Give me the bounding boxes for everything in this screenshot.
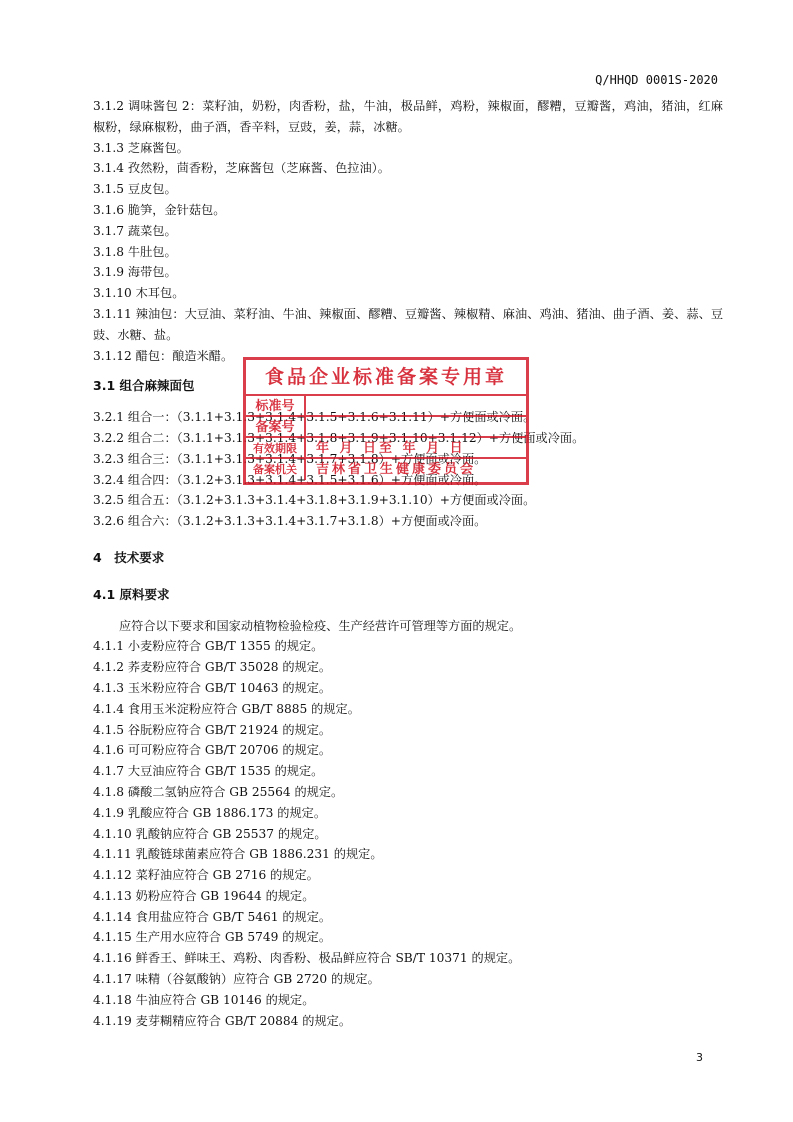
item-number: 3.1.3 — [93, 140, 125, 155]
item-text: 海带包。 — [127, 265, 177, 280]
stamp-row-standard-number — [246, 396, 526, 417]
list-item-4-1-16: 4.1.16 鲜香王、鲜味王、鸡粉、肉香粉、极品鲜应符合 SB/T 10371 的规定。 — [93, 951, 521, 966]
list-item-3-2-5: 3.2.5 组合五：（3.1.2+3.1.3+3.1.4+3.1.8+3.1.9+3.1.10）+方便面或冷面。 — [93, 493, 536, 508]
list-item-4-1-1: 4.1.1 小麦粉应符合 GB/T 1355 的规定。 — [93, 639, 324, 654]
item-number: 3.1.12 — [93, 348, 132, 363]
filing-seal-stamp — [243, 357, 529, 485]
list-item-4-1-6: 4.1.6 可可粉应符合 GB/T 20706 的规定。 — [93, 743, 332, 758]
list-item-3-2-3: 3.2.3 组合三：（3.1.1+3.1.3+3.1.4+3.1.7+3.1.8）+方便面或冷面。 — [93, 451, 487, 466]
stamp-row-label: 标准号 — [246, 396, 306, 415]
section-heading-technical-requirements: 4 技术要求 — [93, 549, 165, 565]
list-item-4-1-19: 4.1.19 麦芽糊精应符合 GB/T 20884 的规定。 — [93, 1013, 352, 1028]
list-item-3-1-3 — [93, 138, 723, 159]
item-number: 3.1.8 — [93, 244, 125, 259]
list-item-3-1-11 — [93, 304, 723, 346]
item-number: 3.1.9 — [93, 265, 125, 280]
list-item-4-1-3: 4.1.3 玉米粉应符合 GB/T 10463 的规定。 — [93, 680, 332, 695]
item-text-continued: 酒、姜、蒜、豆豉、水糖、盐。 — [93, 306, 724, 342]
list-item-4-1-10: 4.1.10 乳酸钠应符合 GB 25537 的规定。 — [93, 826, 327, 841]
stamp-row-value: 吉林省卫生健康委员会 — [316, 462, 477, 477]
list-item-4-1-9: 4.1.9 乳酸应符合 GB 1886.173 的规定。 — [93, 805, 327, 820]
item-text: 牛肚包。 — [127, 244, 177, 259]
list-item-3-1-5 — [93, 179, 723, 200]
stamp-row-value: 年 月 日至 年 月 日 — [316, 441, 466, 456]
stamp-row-value — [306, 396, 526, 415]
item-number: 3.1.6 — [93, 202, 125, 217]
item-number: 3.1.7 — [93, 223, 125, 238]
item-text: 调味酱包 2：菜籽油，奶粉，肉香粉，盐，牛油，极品鲜，鸡粉，辣椒面，醪糟，豆瓣酱，鸡油， — [128, 99, 662, 113]
list-item-3-2-2: 3.2.2 组合二：（3.1.1+3.1.3+3.1.4+3.1.8+3.1.9+3.1.10+3.1.12）+方便面或冷面。 — [93, 430, 585, 445]
list-item-4-1-5: 4.1.5 谷朊粉应符合 GB/T 21924 的规定。 — [93, 722, 332, 737]
list-item-3-1-10 — [93, 283, 723, 304]
list-item-4-1-4: 4.1.4 食用玉米淀粉应符合 GB/T 8885 的规定。 — [93, 701, 360, 716]
item-text: 辣油包：大豆油、菜籽油、牛油、辣椒面、醪糟、豆瓣酱、辣椒精、麻油、鸡油、猪油、曲子 — [135, 306, 638, 321]
stamp-row-label: 有效期限 — [246, 438, 306, 457]
item-number: 3.1.11 — [93, 306, 132, 321]
list-item-4-1-7: 4.1.7 大豆油应符合 GB/T 1535 的规定。 — [93, 764, 324, 779]
list-item-3-1-7 — [93, 221, 723, 242]
section-heading-combination: 3.1 组合麻辣面包 — [93, 378, 195, 394]
stamp-row-value — [306, 417, 526, 436]
item-number: 3.1.4 — [93, 161, 125, 176]
stamp-row-label: 备案号 — [246, 417, 306, 436]
item-text: 脆笋，金针菇包。 — [127, 202, 226, 217]
section-heading-raw-material-requirements: 4.1 原料要求 — [93, 586, 170, 602]
stamp-row-filing-authority — [246, 459, 526, 480]
list-item-4-1-17: 4.1.17 味精（谷氨酸钠）应符合 GB 2720 的规定。 — [93, 972, 380, 987]
list-item-4-1-13: 4.1.13 奶粉应符合 GB 19644 的规定。 — [93, 888, 315, 903]
list-item-4-1-14: 4.1.14 食用盐应符合 GB/T 5461 的规定。 — [93, 909, 332, 924]
list-item-4-1-8: 4.1.8 磷酸二氢钠应符合 GB 25564 的规定。 — [93, 784, 344, 799]
stamp-row-label: 备案机关 — [246, 459, 306, 480]
list-item-4-1-12: 4.1.12 菜籽油应符合 GB 2716 的规定。 — [93, 868, 319, 883]
list-item-3-1-2 — [93, 96, 723, 138]
page-number: 3 — [696, 1051, 703, 1064]
list-item-3-1-8 — [93, 242, 723, 263]
list-item-4-1-11: 4.1.11 乳酸链球菌素应符合 GB 1886.231 的规定。 — [93, 847, 383, 862]
list-item-3-2-6: 3.2.6 组合六：（3.1.2+3.1.3+3.1.4+3.1.7+3.1.8）+方便面或冷面。 — [93, 514, 487, 529]
list-item-3-1-6 — [93, 200, 723, 221]
document-body — [93, 96, 723, 1031]
item-text: 醋包：酿造米醋。 — [135, 348, 234, 363]
list-item-3-2-4: 3.2.4 组合四：（3.1.2+3.1.3+3.1.4+3.1.5+3.1.6）+方便面或冷面。 — [93, 472, 487, 487]
item-text-continued: 猪油，红麻椒粉，绿麻椒粉，曲子酒，香辛料，豆豉，姜，蒜，冰糖。 — [93, 99, 723, 134]
item-text: 芝麻酱包。 — [127, 140, 189, 155]
list-item-4-1-18: 4.1.18 牛油应符合 GB 10146 的规定。 — [93, 992, 315, 1007]
item-text: 木耳包。 — [135, 286, 185, 301]
stamp-title: 食品企业标准备案专用章 — [246, 360, 526, 396]
item-number: 3.1.5 — [93, 182, 125, 197]
list-item-4-1-15: 4.1.15 生产用水应符合 GB 5749 的规定。 — [93, 930, 332, 945]
section-intro-paragraph: 应符合以下要求和国家动植物检验检疫、生产经营许可管理等方面的规定。 — [119, 618, 522, 633]
item-text: 豆皮包。 — [127, 182, 177, 197]
item-text: 孜然粉，茴香粉，芝麻酱包（芝麻酱、色拉油）。 — [127, 161, 390, 176]
document-code-header: Q/HHQD 0001S-2020 — [595, 73, 718, 87]
list-item-3-1-4 — [93, 158, 723, 179]
item-number: 3.1.10 — [93, 286, 132, 301]
item-text: 蔬菜包。 — [127, 223, 177, 238]
list-item-3-1-9 — [93, 262, 723, 283]
list-item-3-2-1: 3.2.1 组合一：（3.1.1+3.1.3+3.1.4+3.1.5+3.1.6+3.1.11）+方便面或冷面。 — [93, 410, 536, 425]
stamp-row-filing-number — [246, 417, 526, 438]
item-number: 3.1.2 — [93, 99, 125, 113]
list-item-4-1-2: 4.1.2 荞麦粉应符合 GB/T 35028 的规定。 — [93, 660, 332, 675]
stamp-row-validity-period — [246, 438, 526, 459]
